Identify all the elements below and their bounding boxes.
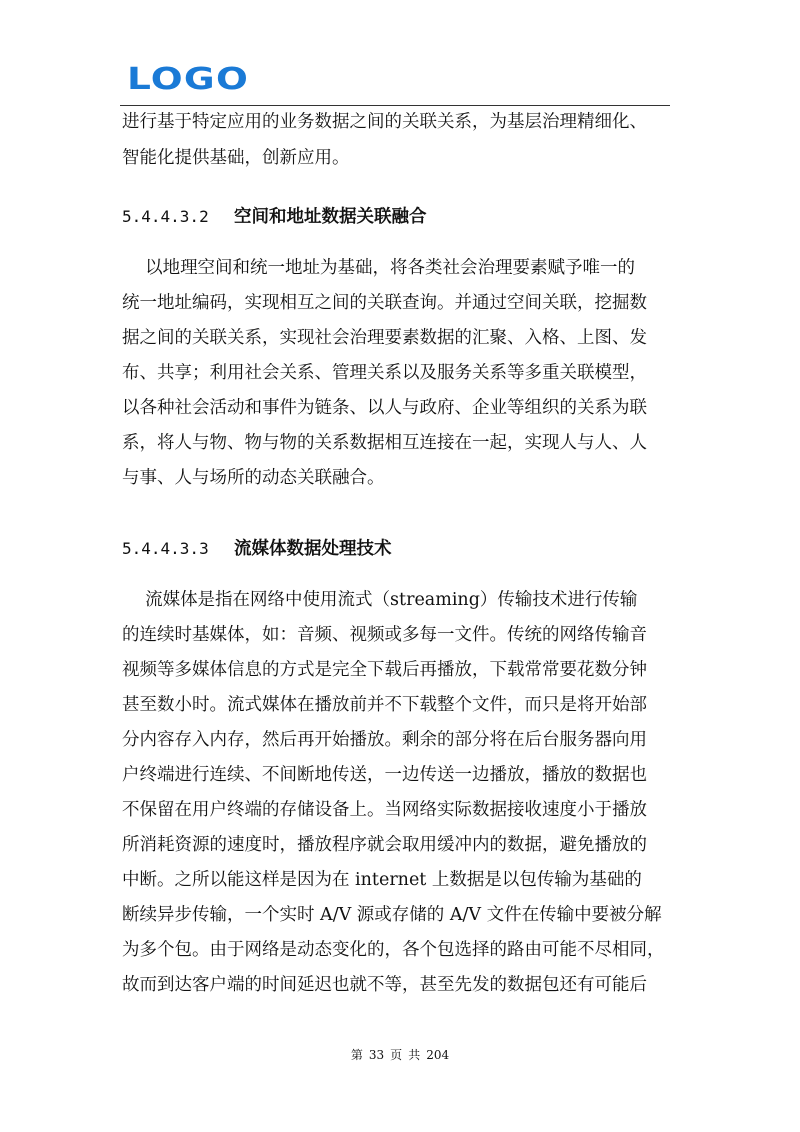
text-line: 据之间的关联关系，实现社会治理要素数据的汇聚、入格、上图、发 xyxy=(122,328,647,348)
section-number: 5.4.4.3.3 xyxy=(122,539,209,558)
text-line: 以各种社会活动和事件为链条、以人与政府、企业等组织的关系为联 xyxy=(122,398,647,418)
page-footer xyxy=(0,1046,800,1063)
section-title: 流媒体数据处理技术 xyxy=(234,539,392,559)
text-line: 中断。之所以能这样是因为在 internet 上数据是以包传输为基础的 xyxy=(122,870,642,890)
text-line: 统一地址编码，实现相互之间的关联查询。并通过空间关联，挖掘数 xyxy=(122,293,647,313)
text-line: 为多个包。由于网络是动态变化的，各个包选择的路由可能不尽相同， xyxy=(122,940,665,960)
text-line: 断续异步传输，一个实时 A/V 源或存储的 A/V 文件在传输中要被分解 xyxy=(122,905,662,925)
text-line: 故而到达客户端的时间延迟也就不等，甚至先发的数据包还有可能后 xyxy=(122,975,647,995)
text-line: 的连续时基媒体，如：音频、视频或多每一文件。传统的网络传输音 xyxy=(122,625,647,645)
logo: LOGO xyxy=(127,62,250,97)
section-heading xyxy=(122,203,427,228)
header-divider xyxy=(120,105,670,106)
text-line: 进行基于特定应用的业务数据之间的关联关系，为基层治理精细化、 xyxy=(122,112,647,132)
text-line: 视频等多媒体信息的方式是完全下载后再播放，下载常常要花数分钟 xyxy=(122,660,647,680)
text-line: 不保留在用户终端的存储设备上。当网络实际数据接收速度小于播放 xyxy=(122,800,647,820)
footer-ye: 页 xyxy=(390,1048,403,1062)
text-line: 户终端进行连续、不间断地传送，一边传送一边播放，播放的数据也 xyxy=(122,765,647,785)
text-line: 布、共享；利用社会关系、管理关系以及服务关系等多重关联模型， xyxy=(122,363,647,383)
text-line: 流媒体是指在网络中使用流式（streaming）传输技术进行传输 xyxy=(122,590,638,610)
text-line: 分内容存入内存，然后再开始播放。剩余的部分将在后台服务器向用 xyxy=(122,730,647,750)
footer-page-number: 33 xyxy=(368,1048,385,1062)
footer-gong: 共 xyxy=(408,1048,421,1062)
text-line: 甚至数小时。流式媒体在播放前并不下载整个文件，而只是将开始部 xyxy=(122,695,647,715)
text-line: 以地理空间和统一地址为基础，将各类社会治理要素赋予唯一的 xyxy=(122,258,636,278)
section-heading xyxy=(122,535,392,560)
section-number: 5.4.4.3.2 xyxy=(122,207,209,226)
text-line: 系，将人与物、物与物的关系数据相互连接在一起，实现人与人、人 xyxy=(122,433,647,453)
section-title: 空间和地址数据关联融合 xyxy=(234,207,427,227)
text-line: 所消耗资源的速度时，播放程序就会取用缓冲内的数据，避免播放的 xyxy=(122,835,647,855)
text-line: 智能化提供基础，创新应用。 xyxy=(122,148,350,168)
text-line: 与事、人与场所的动态关联融合。 xyxy=(122,468,385,488)
footer-di: 第 xyxy=(350,1048,363,1062)
footer-total-pages: 204 xyxy=(426,1048,450,1062)
